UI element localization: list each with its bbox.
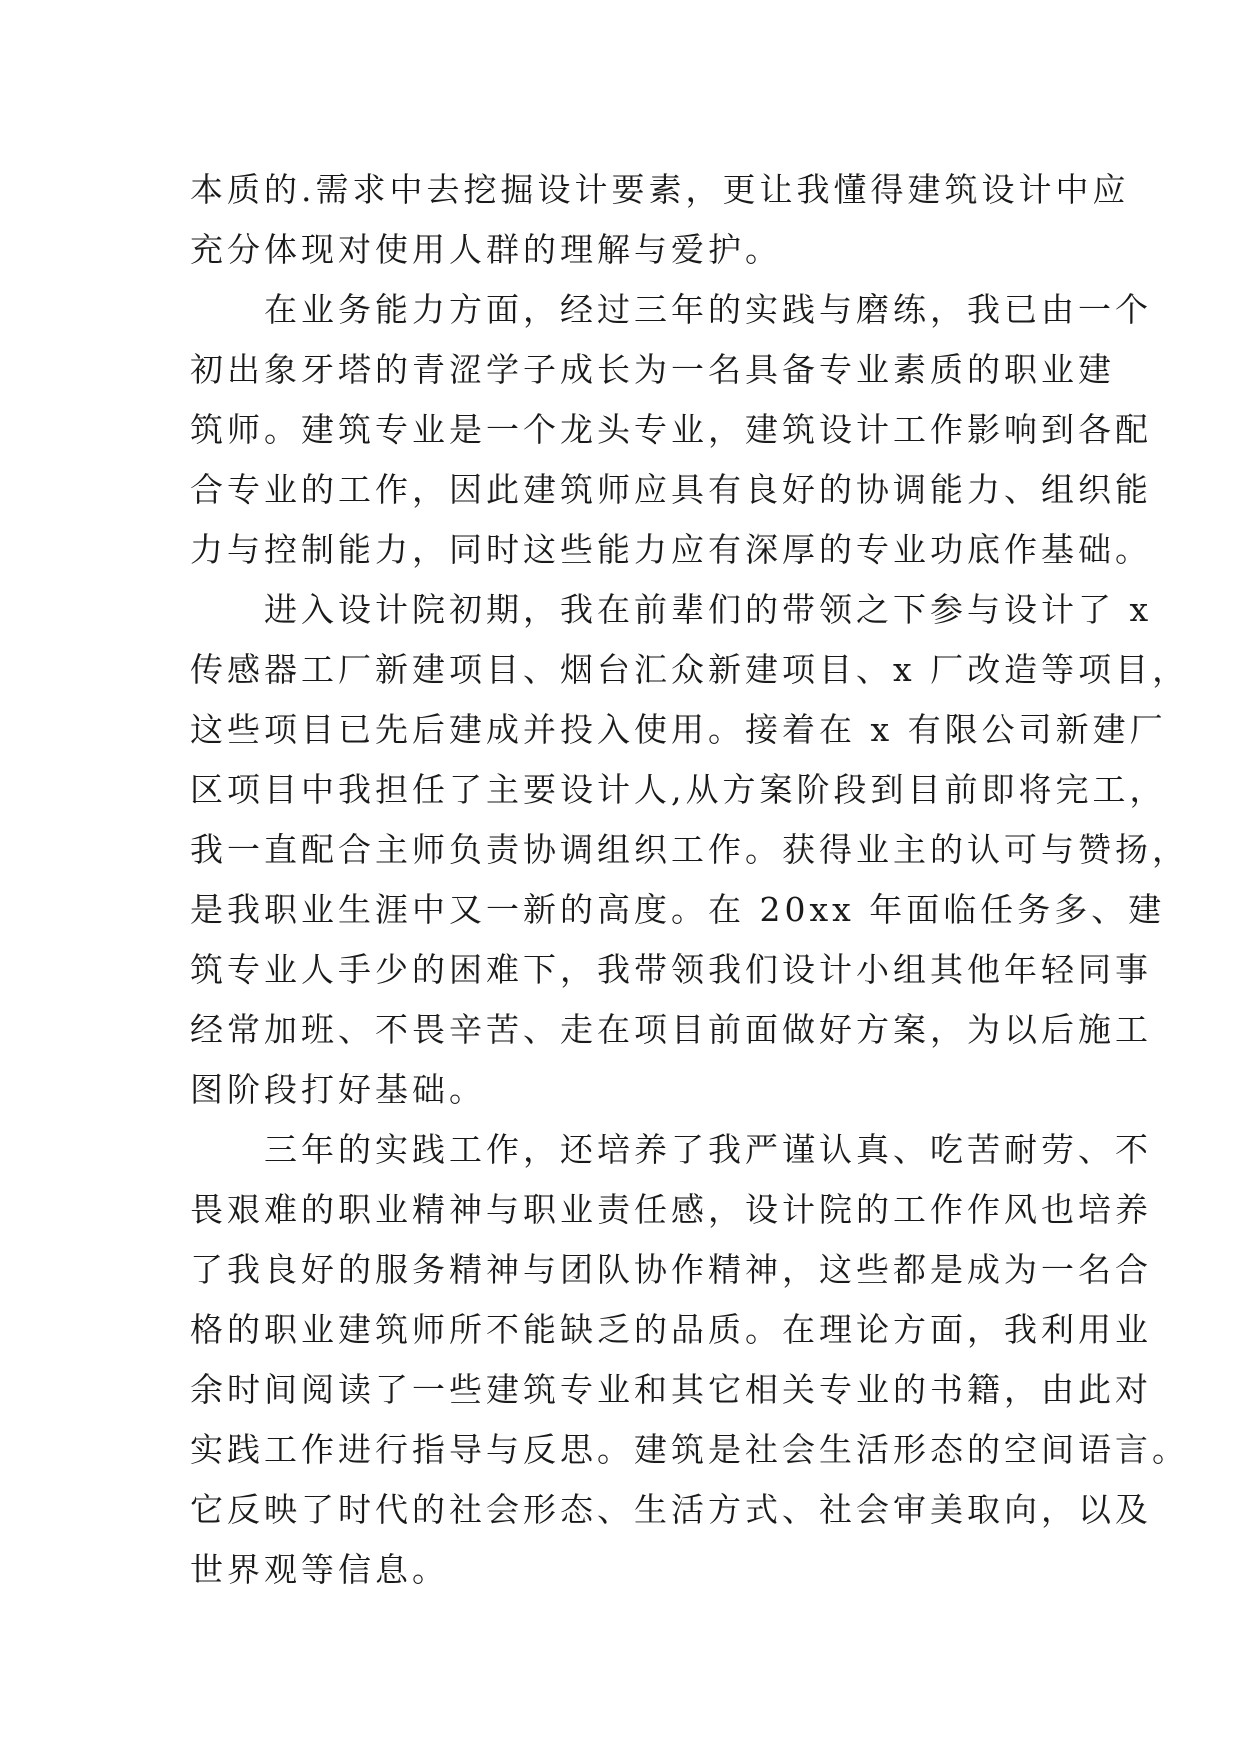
text-line: 实践工作进行指导与反思。建筑是社会生活形态的空间语言。 (190, 1430, 1189, 1469)
text-line: 畏艰难的职业精神与职业责任感，设计院的工作作风也培养 (190, 1190, 1152, 1229)
text-line: 了我良好的服务精神与团队协作精神，这些都是成为一名合 (190, 1250, 1152, 1289)
text-line: 世界观等信息。 (190, 1550, 449, 1589)
text-line: 筑专业人手少的困难下，我带领我们设计小组其他年轻同事 (190, 950, 1152, 989)
text-line: 格的职业建筑师所不能缺乏的品质。在理论方面，我利用业 (190, 1310, 1152, 1349)
text-line: 三年的实践工作，还培养了我严谨认真、吃苦耐劳、不 (190, 1130, 1152, 1169)
text-line: 它反映了时代的社会形态、生活方式、社会审美取向，以及 (190, 1490, 1152, 1529)
text-line: 图阶段打好基础。 (190, 1070, 486, 1109)
text-line: 是我职业生涯中又一新的高度。在 20xx 年面临任务多、建 (190, 890, 1166, 929)
text-line: 这些项目已先后建成并投入使用。接着在 x 有限公司新建厂 (190, 710, 1167, 749)
text-line: 区项目中我担任了主要设计人,从方案阶段到目前即将完工， (190, 770, 1167, 809)
text-line: 余时间阅读了一些建筑专业和其它相关专业的书籍，由此对 (190, 1370, 1152, 1409)
text-line: 本质的.需求中去挖掘设计要素，更让我懂得建筑设计中应 (190, 170, 1130, 209)
body-text (190, 160, 1190, 1600)
text-line: 在业务能力方面，经过三年的实践与磨练，我已由一个 (190, 290, 1152, 329)
text-line: 进入设计院初期，我在前辈们的带领之下参与设计了 x (190, 590, 1153, 629)
text-line: 筑师。建筑专业是一个龙头专业，建筑设计工作影响到各配 (190, 410, 1152, 449)
text-line: 充分体现对使用人群的理解与爱护。 (190, 230, 782, 269)
text-line: 力与控制能力，同时这些能力应有深厚的专业功底作基础。 (190, 530, 1152, 569)
text-line: 初出象牙塔的青涩学子成长为一名具备专业素质的职业建 (190, 350, 1115, 389)
text-line: 经常加班、不畏辛苦、走在项目前面做好方案，为以后施工 (190, 1010, 1152, 1049)
text-line: 我一直配合主师负责协调组织工作。获得业主的认可与赞扬， (190, 830, 1189, 869)
text-line: 合专业的工作，因此建筑师应具有良好的协调能力、组织能 (190, 470, 1152, 509)
text-line: 传感器工厂新建项目、烟台汇众新建项目、x 厂改造等项目， (190, 650, 1190, 689)
